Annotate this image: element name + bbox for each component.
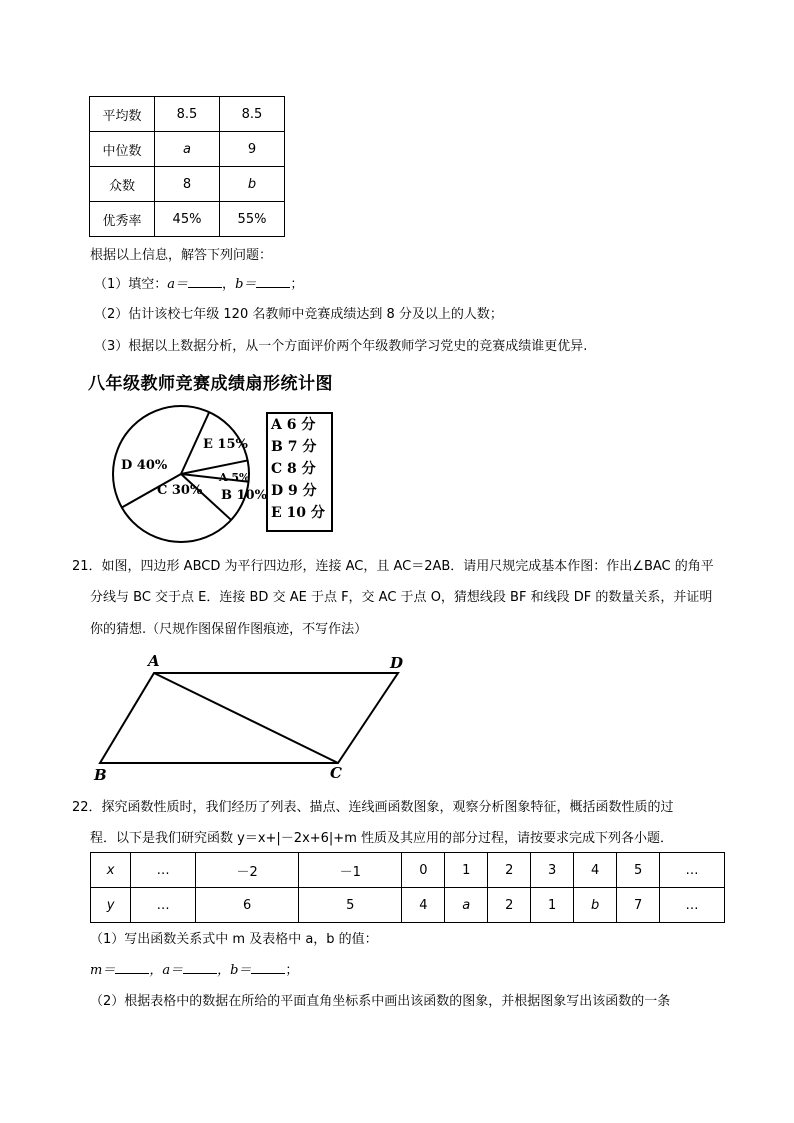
stats-cell: 8.5 — [155, 97, 220, 132]
q20-part1 — [94, 275, 303, 295]
parallelogram-figure — [88, 650, 428, 785]
stats-cell: b — [220, 167, 285, 202]
stats-cell: 9 — [220, 132, 285, 167]
function-table-cell: x — [91, 853, 131, 888]
q22-part1-answers — [90, 961, 298, 981]
q22-part1: （1）写出函数关系式中 m 及表格中 a，b 的值： — [90, 932, 378, 947]
stats-row — [90, 132, 285, 167]
function-table-cell: 5 — [617, 853, 660, 888]
q22-a-label: ，a＝ — [149, 963, 184, 978]
stats-row — [90, 167, 285, 202]
stats-row-label: 优秀率 — [90, 202, 155, 237]
function-table-cell: 4 — [574, 853, 617, 888]
pie-slice-label-c: C 30% — [157, 483, 203, 498]
q22-b-label: ，b＝ — [217, 963, 252, 978]
q22-end: ； — [285, 963, 299, 978]
function-table-cell: 1 — [531, 888, 574, 923]
q21-line3: 你的猜想.（尺规作图保留作图痕迹，不写作法） — [90, 622, 368, 637]
pie-chart — [108, 398, 267, 543]
function-table-cell: 5 — [299, 888, 402, 923]
function-table-cell: … — [660, 853, 725, 888]
legend-entry: E 10 分 — [271, 505, 325, 521]
pie-slice-label-d: D 40% — [121, 458, 168, 473]
function-table-cell: a — [445, 888, 488, 923]
function-table-cell: 6 — [196, 888, 299, 923]
q21-line1: 21．如图，四边形 ABCD 为平行四边形，连接 AC，且 AC＝2AB．请用尺规完成基本作图：作出∠BAC 的角平 — [72, 559, 714, 574]
q22-m-label: m＝ — [90, 963, 116, 978]
pie-slice-label-b: B 10% — [221, 488, 267, 503]
q20-b-label: b＝ — [235, 277, 257, 292]
function-table-cell: … — [131, 853, 196, 888]
pie-slice-label-e: E 15% — [203, 437, 248, 452]
function-table-cell: b — [574, 888, 617, 923]
stats-cell: a — [155, 132, 220, 167]
vertex-b: B — [94, 766, 107, 784]
legend-entry: C 8 分 — [271, 461, 316, 477]
stats-row — [90, 202, 285, 237]
q20-part3: （3）根据以上数据分析，从一个方面评价两个年级教师学习党史的竞赛成绩谁更优异. — [94, 339, 588, 354]
function-table-cell: 4 — [402, 888, 445, 923]
stats-cell: 45% — [155, 202, 220, 237]
q20-intro: 根据以上信息，解答下列问题： — [90, 248, 273, 263]
function-table-cell: y — [91, 888, 131, 923]
function-table-row — [91, 888, 725, 923]
legend-entry: A 6 分 — [271, 417, 316, 433]
vertex-d: D — [390, 654, 404, 672]
stats-cell: 8 — [155, 167, 220, 202]
function-table-cell: 2 — [488, 853, 531, 888]
answer-blank-b[interactable] — [256, 287, 290, 288]
legend-entry: D 9 分 — [271, 483, 317, 499]
function-table-cell: 3 — [531, 853, 574, 888]
stats-row-label: 平均数 — [90, 97, 155, 132]
stats-row — [90, 97, 285, 132]
chart-title: 八年级教师竞赛成绩扇形统计图 — [88, 374, 333, 394]
answer-blank-a[interactable] — [188, 287, 222, 288]
q22-line1: 22．探究函数性质时，我们经历了列表、描点、连线画函数图象，观察分析图象特征，概括函数性质的过 — [72, 800, 674, 815]
q20-part2: （2）估计该校七年级 120 名教师中竞赛成绩达到 8 分及以上的人数； — [94, 307, 503, 322]
answer-blank-m[interactable] — [115, 973, 149, 974]
q21-line2: 分线与 BC 交于点 E．连接 BD 交 AE 于点 F，交 AC 于点 O，猜想线段 BF 和线段 DF 的数量关系，并证明 — [90, 590, 713, 605]
function-table-row — [91, 853, 725, 888]
function-table-cell: … — [131, 888, 196, 923]
legend-entry: B 7 分 — [271, 439, 317, 455]
pie-slice-label-a: A 5% — [219, 471, 250, 484]
vertex-a: A — [148, 652, 160, 670]
q22-part2: （2）根据表格中的数据在所给的平面直角坐标系中画出该函数的图象，并根据图象写出该函数的一条 — [90, 994, 671, 1009]
stats-table — [89, 96, 285, 237]
q22-line2: 程．以下是我们研究函数 y＝x+|－2x+6|+m 性质及其应用的部分过程，请按要求完成下列各小题． — [90, 831, 673, 846]
q20-sep: ， — [222, 277, 236, 292]
chart-legend — [266, 412, 333, 532]
function-table-cell: 1 — [445, 853, 488, 888]
function-table-cell: 7 — [617, 888, 660, 923]
diagonal-ac — [154, 673, 338, 763]
function-table — [90, 852, 725, 923]
q20-end: ； — [290, 277, 304, 292]
stats-cell: 55% — [220, 202, 285, 237]
stats-cell: 8.5 — [220, 97, 285, 132]
q20-part1-prefix: （1）填空： — [94, 277, 168, 292]
function-table-cell: 2 — [488, 888, 531, 923]
answer-blank-q22-b[interactable] — [251, 973, 285, 974]
stats-row-label: 中位数 — [90, 132, 155, 167]
q20-a-label: a＝ — [167, 277, 189, 292]
function-table-cell: －2 — [196, 853, 299, 888]
vertex-c: C — [330, 764, 342, 782]
function-table-cell: －1 — [299, 853, 402, 888]
stats-row-label: 众数 — [90, 167, 155, 202]
function-table-cell: … — [660, 888, 725, 923]
function-table-cell: 0 — [402, 853, 445, 888]
answer-blank-q22-a[interactable] — [183, 973, 217, 974]
parallelogram-abcd — [100, 673, 398, 763]
